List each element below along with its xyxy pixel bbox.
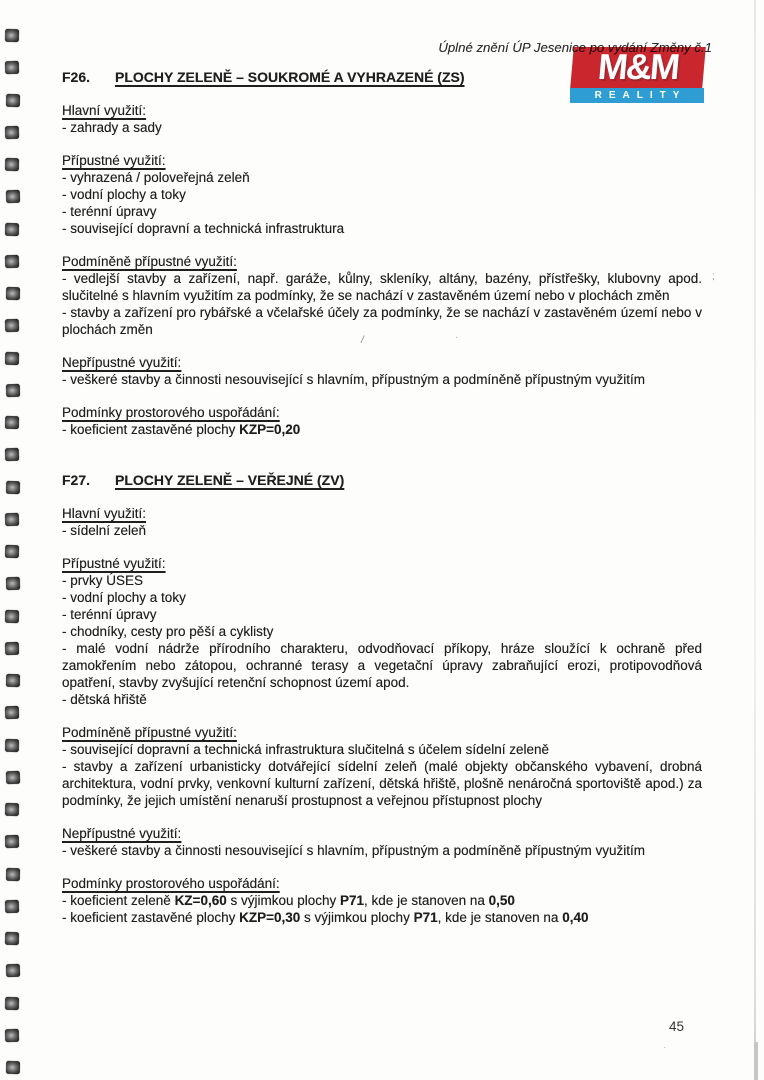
usage-block <box>62 152 702 237</box>
text-line <box>62 589 702 606</box>
binding-hole-mark <box>5 126 19 139</box>
binding-hole-mark <box>6 867 20 880</box>
binding-hole-mark <box>6 190 20 203</box>
text-line <box>62 119 702 136</box>
header-note: Úplné znění ÚP Jesenice po vydání Změny č.1 <box>438 40 712 55</box>
section <box>62 472 702 926</box>
block-heading: Hlavní využití: <box>62 103 147 118</box>
usage-block <box>62 555 702 708</box>
text-segment: , kde je stanoven na <box>364 893 489 908</box>
scan-edge-shadow <box>754 1042 758 1080</box>
document-content <box>62 69 702 926</box>
usage-block <box>62 404 702 438</box>
text-segment: - vodní plochy a toky <box>62 187 186 202</box>
usage-block <box>62 354 702 388</box>
text-line <box>62 909 702 926</box>
bold-text: 0,50 <box>488 893 515 908</box>
text-line <box>62 842 702 859</box>
block-heading: Hlavní využití: <box>62 506 147 521</box>
mm-reality-logo <box>572 47 704 103</box>
binding-hole-mark <box>6 964 20 977</box>
text-line <box>62 421 702 438</box>
text-line <box>62 741 702 758</box>
bold-text: P71 <box>413 910 438 925</box>
text-segment: - terénní úpravy <box>62 607 157 622</box>
bold-text: P71 <box>340 893 365 908</box>
text-line <box>62 304 702 338</box>
text-segment: - související dopravní a technická infrastruktura <box>62 221 345 236</box>
binding-hole-mark <box>5 1029 19 1042</box>
binding-marks <box>0 0 30 1080</box>
binding-hole-mark <box>6 1061 20 1074</box>
text-line <box>62 522 702 539</box>
section-number: F26. <box>62 69 91 85</box>
section-title: PLOCHY ZELENĚ – SOUKROMÉ A VYHRAZENÉ (ZS) <box>115 69 465 85</box>
usage-block <box>62 875 702 926</box>
text-line <box>62 169 702 186</box>
text-segment: - prvky ÚSES <box>62 573 144 588</box>
bold-text: KZP=0,30 <box>239 910 301 925</box>
text-segment: - sídelní zeleň <box>62 523 147 538</box>
text-line <box>62 220 702 237</box>
section-heading <box>62 472 702 489</box>
binding-hole-mark <box>5 29 19 42</box>
text-line <box>62 606 702 623</box>
binding-hole-mark <box>5 222 19 235</box>
usage-block <box>62 825 702 859</box>
binding-hole-mark <box>6 577 20 590</box>
text-segment: s výjimkou plochy <box>226 893 341 908</box>
binding-hole-mark <box>6 287 20 300</box>
binding-hole-mark <box>5 513 19 526</box>
text-segment: - vedlejší stavby a zařízení, např. garáže, kůlny, skleníky, altány, bazény, přístřešky, klubovny apod. slučitelné s hlavním využitím za podmínky, že se nachází v zastavěném území nebo v plochách změn <box>62 271 702 303</box>
text-segment: - zahrady a sady <box>62 120 162 135</box>
block-heading: Přípustné využití: <box>62 556 166 571</box>
binding-hole-mark <box>5 900 19 913</box>
text-segment: - veškeré stavby a činnosti nesouvisející s hlavním, přípustným a podmíněně přípustným využitím <box>62 372 645 387</box>
scan-speck: · <box>663 1042 667 1053</box>
binding-hole-mark <box>5 448 19 461</box>
text-segment: , kde je stanoven na <box>437 910 563 925</box>
text-segment: - vyhrazená / poloveřejná zeleň <box>62 170 250 185</box>
usage-block <box>62 253 702 338</box>
text-line <box>62 640 702 691</box>
text-segment: - koeficient zastavěné plochy <box>62 422 240 437</box>
text-segment: - stavby a zařízení pro rybářské a včelařské účely za podmínky, že se nachází v zastavěném území nebo v plochách změn <box>62 305 702 337</box>
scan-edge-line <box>754 0 756 1080</box>
scan-speck: ; <box>712 271 715 282</box>
block-heading: Přípustné využití: <box>62 153 166 168</box>
binding-hole-mark <box>6 480 20 493</box>
block-heading: Podmínky prostorového uspořádání: <box>62 876 280 891</box>
bold-text: KZ=0,60 <box>174 893 227 908</box>
binding-hole-mark <box>6 93 20 106</box>
binding-hole-mark <box>5 835 19 848</box>
scan-speck: · <box>455 332 459 343</box>
text-line <box>62 691 702 708</box>
binding-hole-mark <box>5 319 19 332</box>
binding-hole-mark <box>5 545 19 558</box>
usage-block <box>62 505 702 539</box>
binding-hole-mark <box>5 642 19 655</box>
text-segment: - koeficient zastavěné plochy <box>62 910 240 925</box>
binding-hole-mark <box>5 803 19 816</box>
text-line <box>62 572 702 589</box>
text-segment: - terénní úpravy <box>62 204 157 219</box>
bold-text: KZP=0,20 <box>239 422 301 437</box>
text-segment: - související dopravní a technická infrastruktura slučitelná s účelem sídelní zeleně <box>62 742 549 757</box>
binding-hole-mark <box>5 416 19 429</box>
bold-text: 0,40 <box>562 910 589 925</box>
text-segment: - dětská hřiště <box>62 692 147 707</box>
block-heading: Podmíněně přípustné využití: <box>62 725 237 740</box>
binding-hole-mark <box>5 351 19 364</box>
binding-hole-mark <box>5 706 19 719</box>
usage-block <box>62 102 702 136</box>
logo-reality-text: REALITY <box>570 88 704 103</box>
binding-hole-mark <box>6 674 20 687</box>
text-line <box>62 758 702 809</box>
text-segment: - stavby a zařízení urbanisticky dotvářející sídelní zeleň (malé objekty občanského vybavení, drobná architektura, vodní prvky, venkovní kulturní zařízení, dětská hřiště, plošně nenáročná sportoviště apod.) za podmínky, že jejich umístění nenaruší prostupnost a veřejnou přístupnost plochy <box>62 759 702 808</box>
text-segment: s výjimkou plochy <box>300 910 414 925</box>
usage-block <box>62 724 702 809</box>
text-line <box>62 186 702 203</box>
binding-hole-mark <box>5 609 19 622</box>
text-segment: - malé vodní nádrže přírodního charakteru, odvodňovací příkopy, hráze sloužící k ochraně před zamokřením nebo zátopou, ochranné terasy a vegetační úpravy zabraňující erozi, protipovodňová opatření, stavby zvyšující retenční schopnost území apod. <box>62 641 702 690</box>
text-segment: - vodní plochy a toky <box>62 590 186 605</box>
binding-hole-mark <box>5 932 19 945</box>
text-line <box>62 623 702 640</box>
binding-hole-mark <box>6 384 20 397</box>
block-heading: Podmíněně přípustné využití: <box>62 254 237 269</box>
binding-hole-mark <box>5 158 19 171</box>
text-line <box>62 892 702 909</box>
text-line <box>62 270 702 304</box>
binding-hole-mark <box>5 738 19 751</box>
text-segment: - chodníky, cesty pro pěší a cyklisty <box>62 624 274 639</box>
block-heading: Nepřípustné využití: <box>62 826 182 841</box>
text-line <box>62 371 702 388</box>
section-title: PLOCHY ZELENĚ – VEŘEJNÉ (ZV) <box>115 472 345 488</box>
binding-hole-mark <box>5 255 19 268</box>
block-heading: Podmínky prostorového uspořádání: <box>62 405 280 420</box>
binding-hole-mark <box>5 61 19 74</box>
text-line <box>62 203 702 220</box>
binding-hole-mark <box>5 996 19 1009</box>
section-number: F27. <box>62 472 91 488</box>
logo-mm-text: M&M <box>570 47 706 88</box>
binding-hole-mark <box>6 771 20 784</box>
scan-speck: / <box>361 335 364 346</box>
page-number: 45 <box>669 1019 685 1034</box>
text-segment: - veškeré stavby a činnosti nesouvisející s hlavním, přípustným a podmíněně přípustným využitím <box>62 843 645 858</box>
block-heading: Nepřípustné využití: <box>62 355 182 370</box>
section <box>62 69 702 438</box>
text-segment: - koeficient zeleně <box>62 893 175 908</box>
